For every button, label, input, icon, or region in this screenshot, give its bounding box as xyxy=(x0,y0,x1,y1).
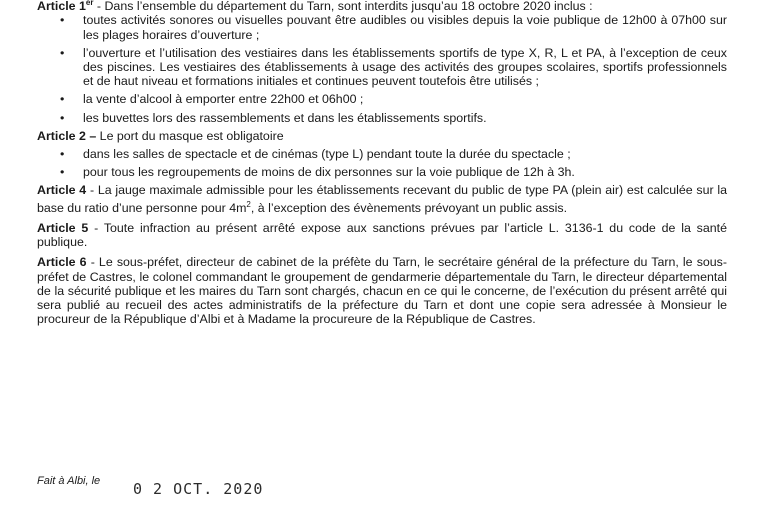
article-5: Article 5 - Toute infraction au présent arrêté expose aux sanctions prévues par l’article L. 3136-1 du code de la santé publique. xyxy=(37,220,727,250)
article-4-label: Article 4 xyxy=(37,183,87,198)
list-item: • dans les salles de spectacle et de cinémas (type L) pendant toute la durée du spectacle ; xyxy=(60,146,571,161)
list-item: • les buvettes lors des rassemblements et dans les établissements sportifs. xyxy=(60,110,487,125)
article-6-label: Article 6 xyxy=(37,255,87,270)
document-body xyxy=(37,0,727,326)
list-item: • toutes activités sonores ou visuelles pouvant être audibles ou visibles depuis la voie publique de 12h00 à 07h00 sur les plages horaires d’ouverture ; xyxy=(60,13,727,42)
fait-a-albi-label: Fait à Albi, le xyxy=(37,475,101,487)
article-1-list xyxy=(37,13,727,124)
list-item: • l’ouverture et l’utilisation des vestiaires dans les établissements sportifs de type X, R, L et PA, à l’exception de ceux des piscines. Les vestiaires des établissements à usage des activités des groupes scolaires, sportifs professionnels et de haut niveau et formations initiales et continues peuvent toutefois être utilisés ; xyxy=(60,45,727,89)
list-item: • la vente d’alcool à emporter entre 22h00 et 06h00 ; xyxy=(60,92,364,107)
article-1-intro: Article 1er - Dans l’ensemble du département du Tarn, sont interdits jusqu’au 18 octobre 2020 inclus : xyxy=(37,0,593,14)
date-stamp: 0 2 OCT. 2020 xyxy=(133,480,264,498)
article-6: Article 6 - Le sous-préfet, directeur de cabinet de la préfète du Tarn, le secrétaire général de la préfecture du Tarn, le sous-préfet de Castres, le colonel commandant le groupement de gendarmerie départementale du Tarn, le directeur départemental de la sécurité publique et les maires du Tarn sont chargés, chacun en ce qui le concerne, de l’exécution du présent arrêté qui sera publié au recueil des actes administratifs de la préfecture du Tarn et dont une copie sera adressée à Monsieur le procureur de la République d’Albi et à Madame la procureure de la République de Castres. xyxy=(37,255,727,327)
article-5-label: Article 5 xyxy=(37,220,89,235)
article-2-label: Article 2 – xyxy=(37,128,97,143)
signature-footer xyxy=(37,472,537,502)
article-1-label: Article 1er xyxy=(37,0,94,14)
article-2-intro: Article 2 – Le port du masque est obligatoire xyxy=(37,128,284,143)
article-4: Article 4 - La jauge maximale admissible pour les établissements recevant du public de type PA (plein air) est calculée sur la base du ratio d’une personne pour $4m^2$, à l’exception des évènements prévoyant un public assis. xyxy=(37,183,727,215)
list-item: • pour tous les regroupements de moins de dix personnes sur la voie publique de 12h à 3h. xyxy=(60,165,575,180)
article-2-list xyxy=(37,147,727,179)
